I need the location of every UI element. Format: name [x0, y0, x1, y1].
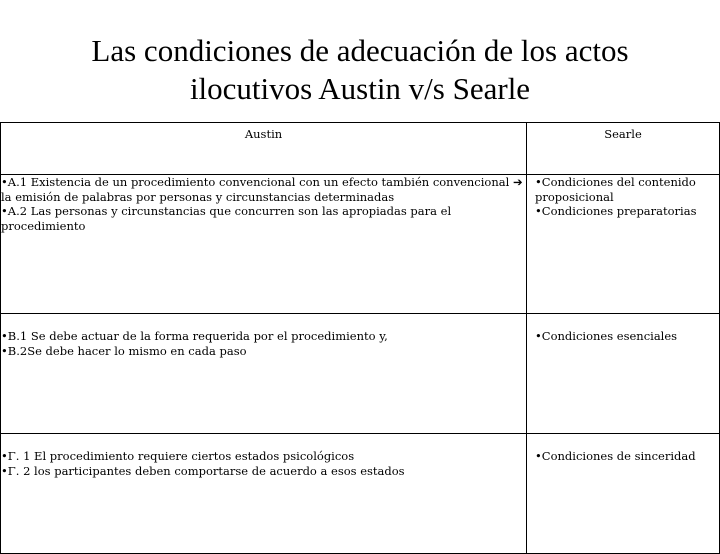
austin-cell	[1, 175, 527, 314]
table-row	[1, 434, 720, 554]
slide-title-line-1: Las condiciones de adecuación de los actos	[91, 33, 629, 68]
austin-item: • Γ. 1 El procedimiento requiere ciertos estados psicológicos	[1, 449, 526, 464]
searle-item: • Condiciones del contenido proposicional	[535, 175, 713, 204]
table-row	[1, 314, 720, 434]
searle-item: • Condiciones de sinceridad	[535, 449, 713, 464]
comparison-table	[0, 122, 720, 554]
searle-item: • Condiciones esenciales	[535, 329, 713, 344]
austin-item: • A.1 Existencia de un procedimiento convencional con un efecto también convencional ➔ la emisión de palabras por personas y circunstancias determinadas	[1, 175, 526, 204]
searle-cell	[527, 314, 720, 434]
searle-cell	[527, 434, 720, 554]
austin-cell	[1, 314, 527, 434]
austin-item: • B.2Se debe hacer lo mismo en cada paso	[1, 344, 526, 359]
table-header-row	[1, 123, 720, 175]
austin-cell	[1, 434, 527, 554]
header-austin: Austin	[1, 123, 527, 175]
austin-item: • A.2 Las personas y circunstancias que concurren son las apropiadas para el procedimiento	[1, 204, 526, 233]
searle-item: • Condiciones preparatorias	[535, 204, 713, 219]
table-row	[1, 175, 720, 314]
slide-title-line-2: ilocutivos Austin v/s Searle	[189, 71, 531, 106]
austin-item: • B.1 Se debe actuar de la forma requerida por el procedimiento y,	[1, 329, 526, 344]
header-searle: Searle	[527, 123, 720, 175]
austin-item: • Γ. 2 los participantes deben comportarse de acuerdo a esos estados	[1, 464, 526, 479]
searle-cell	[527, 175, 720, 314]
slide-title	[0, 32, 720, 108]
